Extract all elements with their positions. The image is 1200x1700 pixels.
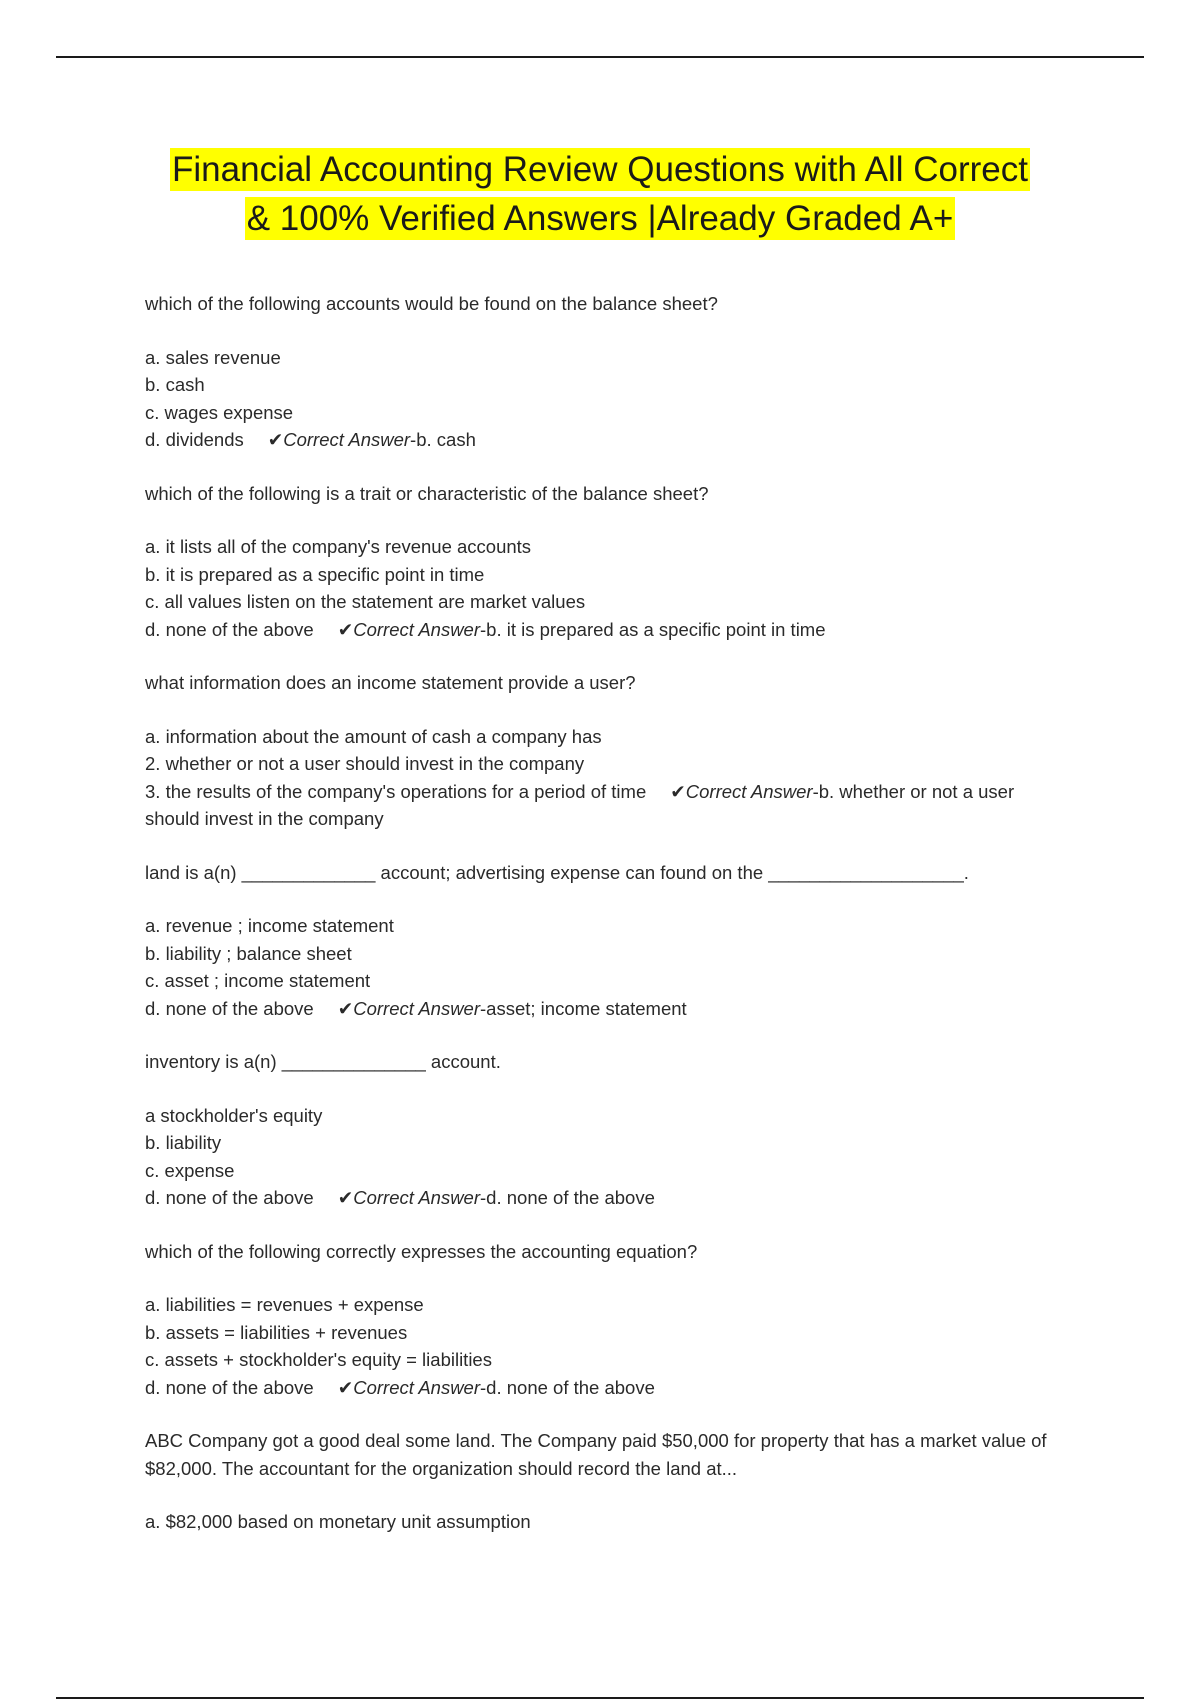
answer-text: -d. none of the above: [480, 1376, 655, 1398]
option: a. sales revenue: [145, 346, 281, 368]
checkmark-icon: ✔: [670, 780, 686, 802]
option: a. $82,000 based on monetary unit assumption: [145, 1511, 531, 1532]
option: d. none of the above: [145, 1376, 314, 1398]
question-block: [145, 1048, 1065, 1212]
answer-text: -b. cash: [410, 429, 476, 450]
question-list: [145, 290, 1065, 1562]
checkmark-icon: ✔: [337, 1376, 354, 1398]
question-prompt: which of the following is a trait or characteristic of the balance sheet?: [145, 482, 709, 504]
option: b. it is prepared as a specific point in time: [145, 563, 485, 585]
question-block: [145, 1427, 1065, 1536]
option-with-answer: [145, 616, 1065, 644]
question-block: [145, 480, 1065, 644]
question-prompt: ABC Company got a good deal some land. The Company paid $50,000 for property that has a market value of $82,000. The accountant for the organization should record the land at...: [145, 1430, 1047, 1479]
answer-label: Correct Answer: [353, 1187, 481, 1208]
question-block: [145, 290, 1065, 454]
option: d. none of the above: [145, 1187, 314, 1208]
option-with-answer: [145, 995, 1065, 1023]
title-line-1: Financial Accounting Review Questions with All Correct: [172, 150, 1028, 189]
answer-label: Correct Answer: [685, 780, 813, 802]
option: d. dividends: [145, 429, 244, 450]
option: a. revenue ; income statement: [145, 915, 394, 936]
option-with-answer: [145, 778, 1065, 833]
option-with-answer: [145, 426, 1065, 454]
answer-label: Correct Answer: [353, 997, 481, 1019]
top-rule: [56, 56, 1144, 58]
option: b. liability ; balance sheet: [145, 942, 352, 964]
checkmark-icon: ✔: [337, 618, 354, 640]
correct-answer: [338, 1187, 655, 1208]
option: b. liability: [145, 1132, 222, 1153]
option: a. information about the amount of cash a company has: [145, 725, 602, 747]
answer-label: Correct Answer: [353, 618, 481, 640]
option: a. liabilities = revenues + expense: [145, 1294, 424, 1315]
option: a. it lists all of the company's revenue accounts: [145, 536, 532, 557]
correct-answer: [268, 429, 476, 450]
option: c. all values listen on the statement are market values: [145, 591, 586, 612]
option: 3. the results of the company's operations for a period of time: [145, 780, 647, 802]
question-prompt: which of the following correctly expresses the accounting equation?: [145, 1240, 698, 1262]
correct-answer: [338, 619, 826, 640]
option: c. expense: [145, 1159, 235, 1181]
checkmark-icon: ✔: [337, 1187, 354, 1208]
option: 2. whether or not a user should invest in the company: [145, 753, 585, 774]
option: c. wages expense: [145, 401, 294, 423]
option-with-answer: [145, 1184, 1065, 1212]
document-title: [100, 145, 1100, 243]
option: a stockholder's equity: [145, 1104, 323, 1126]
answer-text: -b. it is prepared as a specific point in time: [480, 618, 826, 640]
option-with-answer: [145, 1374, 1065, 1402]
question-prompt: land is a(n) _____________ account; advertising expense can found on the ___________________.: [145, 861, 969, 883]
answer-text: -b. whether or not a user should invest in the company: [145, 780, 1015, 829]
title-line-2: & 100% Verified Answers |Already Graded A+: [246, 199, 954, 238]
answer-label: Correct Answer: [353, 1376, 481, 1398]
question-block: [145, 859, 1065, 1023]
answer-text: -asset; income statement: [480, 997, 687, 1019]
option: b. cash: [145, 374, 205, 395]
correct-answer: [338, 998, 687, 1019]
bottom-rule: [56, 1697, 1144, 1699]
correct-answer: [338, 1377, 655, 1398]
question-prompt: which of the following accounts would be found on the balance sheet?: [145, 293, 718, 314]
option: d. none of the above: [145, 618, 314, 640]
question-block: [145, 1238, 1065, 1402]
checkmark-icon: ✔: [267, 429, 284, 450]
answer-label: Correct Answer: [283, 429, 411, 450]
question-prompt: what information does an income statement provide a user?: [145, 672, 636, 693]
option: c. asset ; income statement: [145, 970, 371, 991]
checkmark-icon: ✔: [337, 997, 354, 1019]
question-block: [145, 669, 1065, 833]
question-prompt: inventory is a(n) ______________ account.: [145, 1051, 501, 1072]
option: d. none of the above: [145, 997, 314, 1019]
option: b. assets = liabilities + revenues: [145, 1321, 408, 1343]
option: c. assets + stockholder's equity = liabilities: [145, 1349, 492, 1370]
answer-text: -d. none of the above: [480, 1187, 655, 1208]
